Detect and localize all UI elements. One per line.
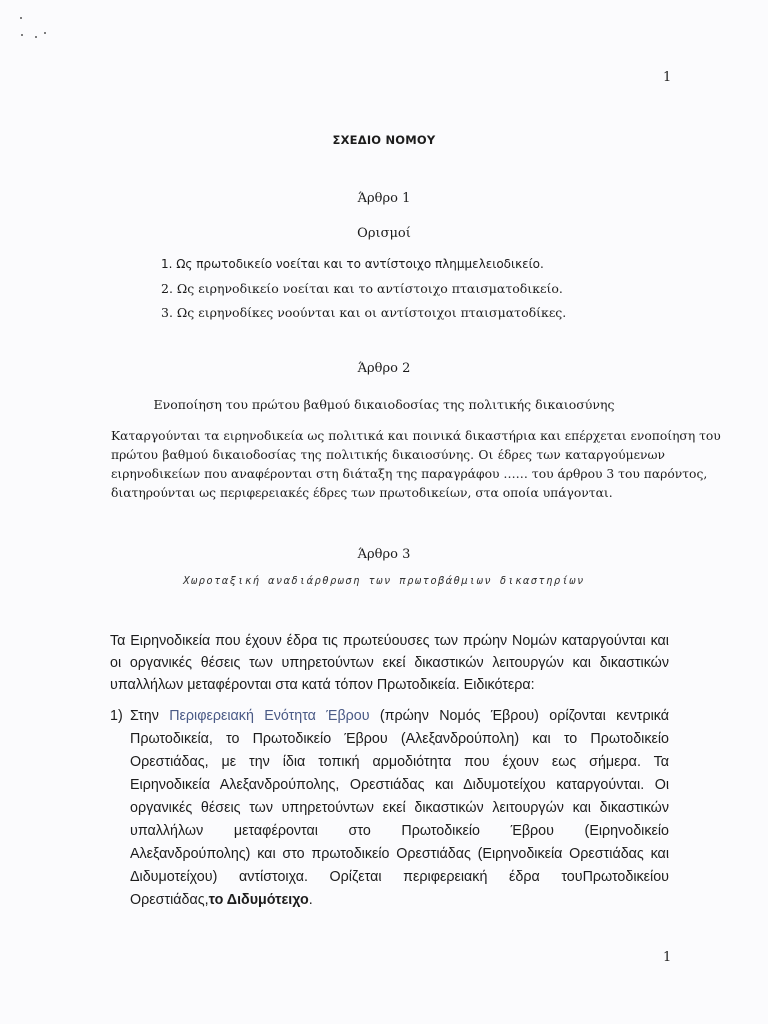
definitions-list [161,257,566,329]
article-1-heading: Ορισμοί [357,226,411,241]
paragraph-line: Τα Ειρηνοδικεία που έχουν έδρα τις πρωτεύουσες των πρώην Νομών καταργούνται και [110,633,669,649]
article-3-intro [110,630,669,696]
article-1-label: Άρθρο 1 [357,191,411,206]
article-2-paragraph [111,427,721,503]
definition-item: 2. Ως ειρηνοδικείο νοείται και το αντίστοιχο πταισματοδικείο. [161,281,563,296]
definition-item: 3. Ως ειρηνοδίκες νοούνται και οι αντίστοιχοι πταισματοδίκες. [161,305,567,320]
item-line-suffix: . [308,892,313,908]
paragraph-line: υπαλλήλων μεταφέρονται στα κατά τόπον Πρωτοδικεία. Ειδικότερα: [110,677,535,693]
paragraph-line: οι οργανικές θέσεις των υπηρετούντων εκεί δικαστικών λειτουργών και δικαστικών [110,655,669,671]
article-3-heading: Χωροταξική αναδιάρθρωση των πρωτοβάθμιων δικαστηρίων [183,575,585,587]
region-name: Περιφερειακή Ενότητα Έβρου [169,708,370,724]
paragraph-line: Ειρηνοδικεία Αλεξανδρούπολης, Ορεστιάδας και Διδυμοτείχου καταργούνται. Οι [130,777,669,793]
paragraph-line: Αλεξανδρούπολης) και στο πρωτοδικείο Ορεστιάδας (Ειρηνοδικεία Ορεστιάδας και [130,846,669,862]
paragraph-line: ειρηνοδικείων που αναφέρονται στη διάταξη της παραγράφου …… του άρθρου 3 του παρόντος, [111,467,708,481]
paragraph-line: Ορεστιάδας, με την ίδια τοπική αρμοδιότητα που έχουν εως σήμερα. Τα [130,754,669,770]
paragraph-line [130,705,669,728]
item-number: 1) [110,708,123,724]
paragraph-line: Πρωτοδικεία, το Πρωτοδικείο Έβρου (Αλεξανδρούπολη) και το Πρωτοδικείο [130,731,669,747]
emphasized-text: το Διδυμότειχο [208,892,309,908]
paragraph-line: υπαλλήλων μεταφέρονται στο Πρωτοδικείο Έβρου (Ειρηνοδικείο [130,823,669,839]
paragraph-line: οργανικές θέσεις των υπηρετούντων εκεί δικαστικών λειτουργών και δικαστικών [130,800,669,816]
document-title: ΣΧΕΔΙΟ ΝΟΜΟΥ [332,133,436,147]
paragraph-line: πρώτου βαθμού δικαιοδοσίας της πολιτικής δικαιοσύνης. Οι έδρες των καταργούμενων [111,448,665,462]
article-2-heading: Ενοποίηση του πρώτου βαθμού δικαιοδοσίας της πολιτικής δικαιοσύνης [153,397,615,412]
definition-item: 1. Ως πρωτοδικείο νοείται και το αντίστοιχο πλημμελειοδικείο. [161,257,544,271]
item-line-suffix: (πρώην Νομός Έβρου) ορίζονται κεντρικά [369,708,669,724]
item-line-prefix: Ορεστιάδας, [130,892,209,908]
paragraph-line: διατηρούνται ως περιφερειακές έδρες των πρωτοδικείων, στα οποία υπάγονται. [111,486,613,500]
paragraph-line: Καταργούνται τα ειρηνοδικεία ως πολιτικά και ποινικά δικαστήρια και επέρχεται ενοποίηση του [111,429,721,443]
item-line-prefix: Στην [130,708,170,724]
page-number-top: 1 [663,70,672,85]
article-3-label: Άρθρο 3 [357,547,411,562]
item-text [130,705,669,912]
paragraph-line [130,889,669,912]
article-2-label: Άρθρο 2 [357,361,411,376]
paragraph-line: Διδυμοτείχου) αντίστοιχα. Ορίζεται περιφερειακή έδρα τουΠρωτοδικείου [130,869,669,885]
page-number-bottom: 1 [663,950,672,965]
scan-marks [18,12,58,42]
